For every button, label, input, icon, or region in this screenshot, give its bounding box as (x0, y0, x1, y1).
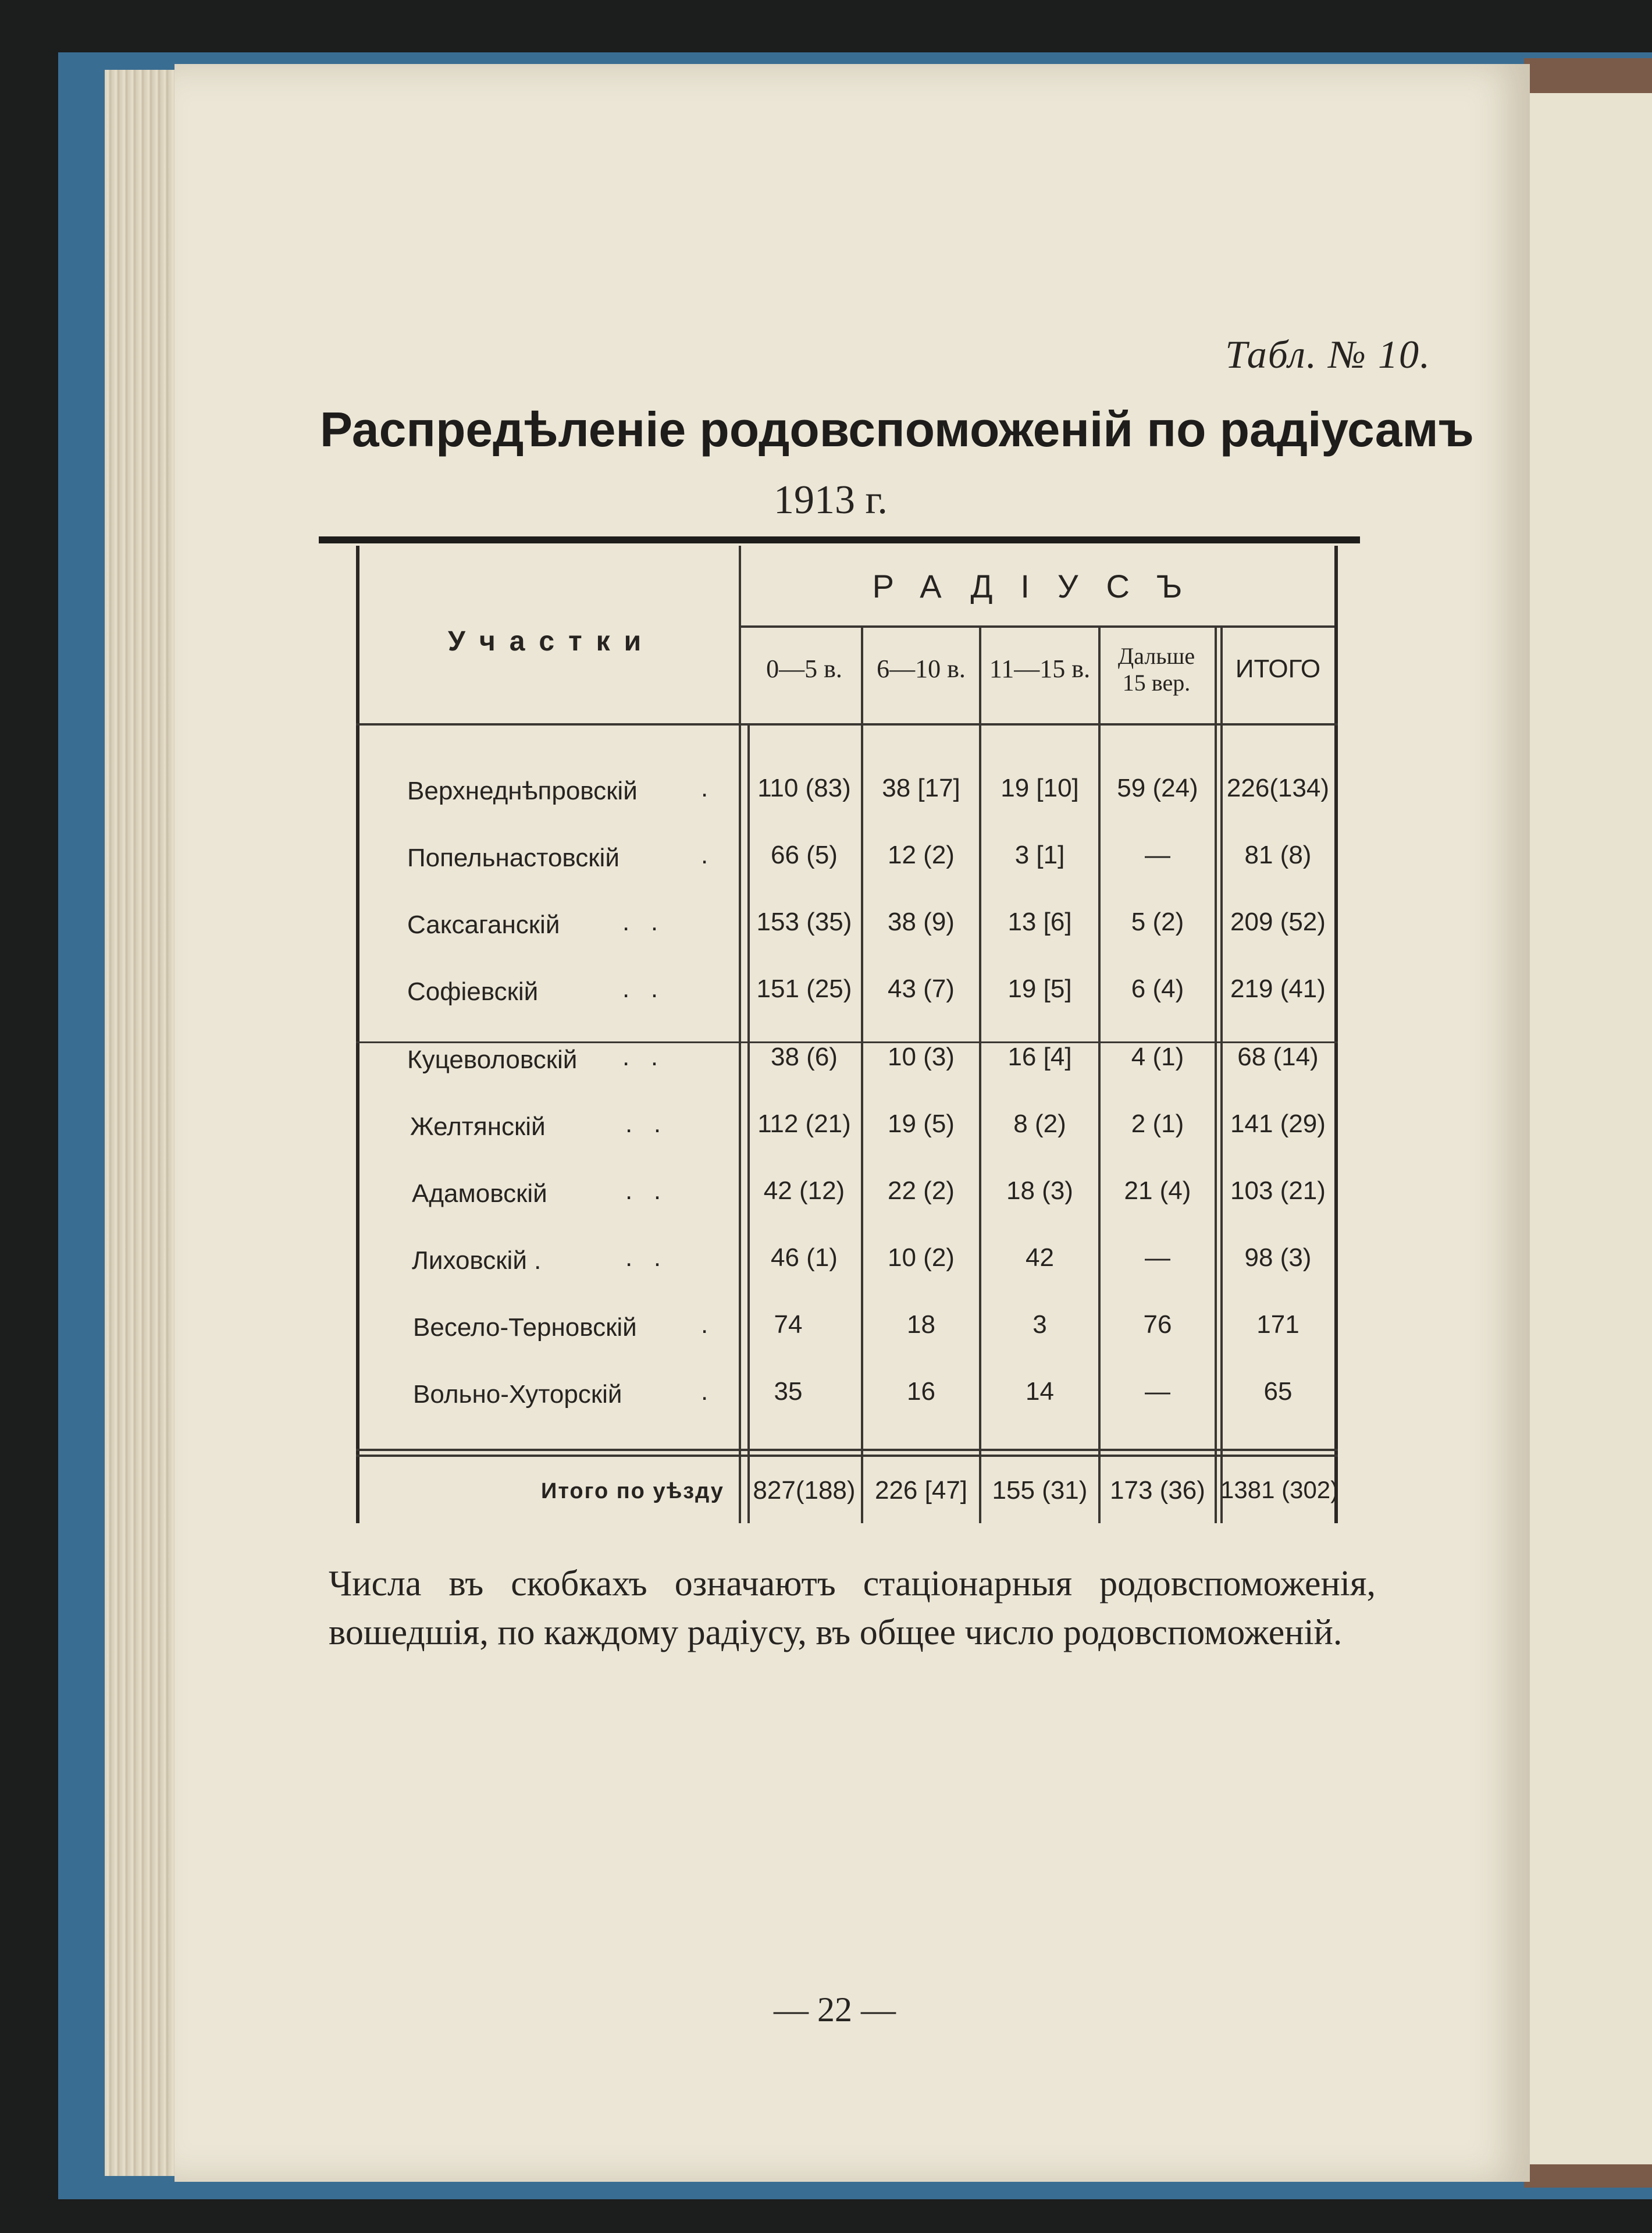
total-grand: 1381 (302) (1220, 1476, 1339, 1503)
cell-beyond-15: 59 (24) (1117, 774, 1198, 802)
district-name: Лиховскій . (412, 1246, 542, 1275)
total-label: Итого по уѣзду (541, 1479, 724, 1503)
next-page-edge (1530, 93, 1652, 2164)
cell-6-10: 43 (7) (888, 975, 955, 1003)
cell-total: 98 (3) (1244, 1243, 1312, 1272)
cell-11-15: 18 (3) (1006, 1176, 1073, 1205)
cell-beyond-15: 2 (1) (1131, 1110, 1184, 1138)
cell-11-15: 42 (1026, 1243, 1054, 1272)
year: 1913 г. (774, 478, 888, 522)
cell-total: 226(134) (1226, 774, 1330, 802)
cell-0-5: 38 (6) (771, 1043, 838, 1071)
cell-total: 141 (29) (1230, 1110, 1326, 1138)
column-header: Дальше 15 вер. (1117, 643, 1195, 696)
column-header: 11—15 в. (989, 655, 1091, 683)
cell-6-10: 10 (3) (888, 1043, 955, 1071)
cell-11-15: 14 (1026, 1377, 1054, 1406)
cell-beyond-15: 76 (1143, 1310, 1172, 1339)
cell-beyond-15: 6 (4) (1131, 975, 1184, 1003)
cell-total: 219 (41) (1230, 975, 1326, 1003)
column-header: 6—10 в. (877, 655, 966, 683)
district-name: Вольно-Хуторскій (413, 1380, 622, 1409)
cell-total: 81 (8) (1244, 841, 1312, 869)
cell-beyond-15: 4 (1) (1131, 1043, 1184, 1071)
leader-dots: . (701, 1310, 708, 1339)
row-divider (740, 625, 1334, 628)
total-6-10: 226 [47] (874, 1476, 968, 1505)
row-divider (356, 723, 1338, 726)
cell-0-5: 74 (774, 1310, 803, 1339)
cell-total: 171 (1256, 1310, 1299, 1339)
cell-0-5: 66 (5) (771, 841, 838, 869)
cell-11-15: 19 [5] (1007, 975, 1072, 1003)
leader-dots: . . (625, 1110, 661, 1138)
cell-11-15: 16 [4] (1007, 1043, 1072, 1071)
row-divider (356, 1449, 1338, 1451)
cell-0-5: 110 (83) (757, 774, 851, 802)
cell-0-5: 46 (1) (771, 1243, 838, 1272)
district-name: Софіевскій (407, 977, 539, 1006)
district-name: Желтянскій (410, 1112, 546, 1141)
district-name: Попельнастовскій (407, 844, 620, 872)
cell-6-10: 12 (2) (888, 841, 955, 869)
leader-dots: . (701, 1377, 708, 1406)
cell-beyond-15: — (1145, 841, 1170, 869)
table-number: Табл. № 10. (1225, 332, 1431, 376)
leader-dots: . . (622, 975, 658, 1003)
cell-6-10: 18 (907, 1310, 935, 1339)
cell-beyond-15: 21 (4) (1124, 1176, 1191, 1205)
cell-total: 103 (21) (1230, 1176, 1326, 1205)
total-beyond-15: 173 (36) (1110, 1476, 1205, 1505)
cell-beyond-15: — (1145, 1377, 1170, 1406)
cell-11-15: 19 [10] (1001, 774, 1079, 802)
leader-dots: . . (622, 1043, 658, 1071)
col-divider (739, 546, 741, 1523)
district-name: Куцеволовскій (407, 1046, 578, 1074)
cell-11-15: 8 (2) (1013, 1110, 1066, 1138)
cell-0-5: 42 (12) (763, 1176, 845, 1205)
cell-6-10: 19 (5) (888, 1110, 955, 1138)
cell-beyond-15: — (1145, 1243, 1170, 1272)
cell-beyond-15: 5 (2) (1131, 908, 1184, 936)
header-radius: РАДІУСЪ (872, 568, 1210, 605)
cell-11-15: 13 [6] (1007, 908, 1072, 936)
cell-0-5: 153 (35) (756, 908, 852, 936)
leader-dots: . . (625, 1243, 661, 1272)
col-divider (1215, 625, 1217, 1523)
cell-6-10: 16 (907, 1377, 935, 1406)
cell-6-10: 22 (2) (888, 1176, 955, 1205)
cell-11-15: 3 [1] (1014, 841, 1065, 869)
column-header: 0—5 в. (766, 655, 842, 683)
cell-11-15: 3 (1032, 1310, 1047, 1339)
cell-total: 68 (14) (1237, 1043, 1319, 1071)
cell-0-5: 112 (21) (757, 1110, 851, 1138)
leader-dots: . (701, 774, 708, 802)
total-0-5: 827(188) (753, 1476, 856, 1505)
leader-dots: . (701, 841, 708, 869)
cell-6-10: 38 (9) (888, 908, 955, 936)
cell-0-5: 151 (25) (756, 975, 852, 1003)
cell-0-5: 35 (774, 1377, 803, 1406)
cell-total: 209 (52) (1230, 908, 1326, 936)
page-number: — 22 — (774, 1990, 896, 2029)
district-name: Саксаганскій (407, 911, 560, 939)
footnote: Числа въ скобкахъ означаютъ стаціонарныя родовспоможенія, вошедшія, по каждому радіусу, въ общее число родовспоможеній. (329, 1564, 1376, 1652)
district-name: Весело-Терновскій (413, 1313, 637, 1342)
leader-dots: . . (625, 1176, 661, 1205)
leader-dots: . . (622, 908, 658, 936)
district-name: Адамовскій (412, 1179, 547, 1208)
header-districts: Участки (448, 626, 656, 657)
page-title: Распредѣленіе родовспоможеній по радіусамъ (320, 402, 1474, 457)
top-rule (319, 536, 1360, 543)
row-divider (356, 1455, 1338, 1457)
cell-6-10: 38 [17] (882, 774, 960, 802)
cell-total: 65 (1263, 1377, 1293, 1406)
cell-6-10: 10 (2) (888, 1243, 955, 1272)
column-header: ИТОГО (1235, 655, 1321, 683)
total-11-15: 155 (31) (992, 1476, 1088, 1505)
district-name: Верхнеднѣпровскій (407, 777, 638, 805)
